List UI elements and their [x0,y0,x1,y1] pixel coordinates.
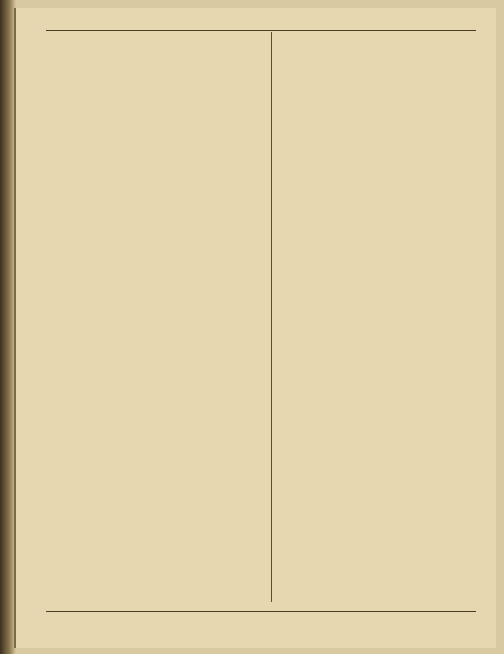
header-rule [46,30,476,31]
footer-rule [46,611,476,612]
text-column-right [278,32,488,606]
column-divider [271,32,272,602]
document-page [14,8,496,648]
printer-imprint [46,616,476,630]
text-column-left [52,32,266,606]
page-number [16,14,496,34]
